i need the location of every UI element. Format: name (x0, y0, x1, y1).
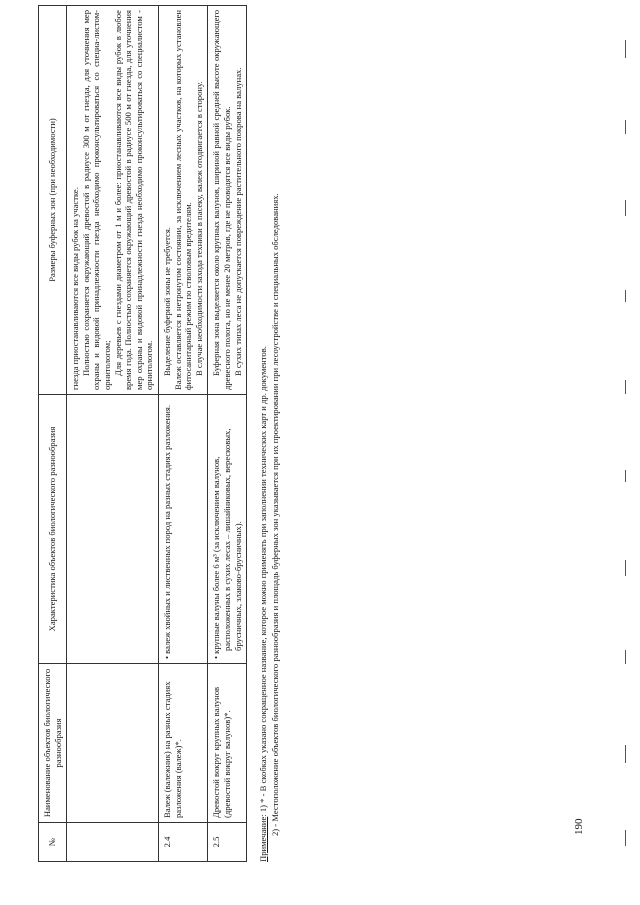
bullet-item: • крупные валуны более 6 м³ (за исключением валунов, расположенных в сухих лесах – лишайниковых, вересковых, брусничных, злаково-брусничных). (211, 428, 243, 659)
bullet-item: • валеж хвойных и лиственных пород на разных стадиях разложения. (161, 405, 172, 659)
scan-edge-mark (625, 40, 626, 58)
scan-edge-mark (625, 560, 626, 576)
header-characteristic: Характеристика объектов биологического разнообразия (39, 395, 67, 664)
cell-characteristic (67, 395, 159, 664)
cell-buffer (158, 6, 207, 395)
table-row (208, 6, 247, 862)
note-line-2: 2) - Местоположение объектов биологического разнообразия и площадь буферных зон указывается при их проектировании при лесоустройстве и специальных обследованиях. (270, 193, 281, 836)
scan-edge-mark (625, 470, 626, 482)
table-row (158, 6, 207, 862)
cell-characteristic (208, 395, 247, 664)
table-header-row (39, 6, 67, 862)
cell-num: 2.4 (158, 823, 207, 862)
cell-name: Валеж (валежник) на разных стадиях разложения (валеж)*. (158, 664, 207, 823)
buffer-paragraph: Полностью сохраняется окружающий древостой в радиусе 300 м от гнезда, для уточнения мер охраны и видовой принадлежности гнезда необходимо проконсультироваться со специа-листом-орнитологом; (80, 10, 112, 390)
buffer-paragraph: Валеж оставляется в нетронутом состоянии, за исключением лесных участков, на которых установлен фитосанитарный режим по стволовым вредителям. (172, 10, 194, 390)
cell-buffer (67, 6, 159, 395)
buffer-paragraph: В случае необходимости захода техники в пасеку, валеж отодвигается в сторону. (193, 81, 204, 376)
bullet-text: крупные валуны более 6 м³ (за исключением валунов, расположенных в сухих лесах – лишайниковых, вересковых, брусничных, злаково-брусничных). (211, 428, 243, 654)
table-notes (257, 42, 281, 862)
note-text-1: : 1) * - В скобках указано сокращенное название, которое можно применять при заполнении технических карт и др. документов. (258, 346, 269, 817)
cell-num: 2.5 (208, 823, 247, 862)
scan-edge-mark (625, 380, 626, 394)
buffer-paragraph: Буферная зона выделяется около крупных валунов, шириной равной средней высоте окружающего древесного полога, но не менее 20 метров, где не проводятся все виды рубок. (211, 10, 232, 390)
header-num: № (39, 823, 67, 862)
table-row (67, 6, 159, 862)
header-buffer: Размеры буферных зон (при необходимости) (39, 6, 67, 395)
buffer-paragraph: Для деревьев с гнездами диаметром от 1 м и более: приостанавливаются все виды рубок в любое время года. Полностью сохраняется окружающий древостой в радиусе 500 м от гнезда, для уточнения мер охраны и видовой принадлежности гнезда необходимо проконсультироваться со специалистом - орнитологом. (112, 10, 155, 390)
bullet-text: валеж хвойных и лиственных пород на разных стадиях разложения. (161, 405, 172, 654)
cell-buffer (208, 6, 247, 395)
note-line-1 (257, 42, 269, 862)
scan-edge-mark (625, 650, 626, 664)
scan-edge-mark (625, 200, 626, 216)
buffer-paragraph: гнезда приостанавливаются все виды рубок на участке. (70, 187, 81, 390)
biodiversity-table (38, 5, 247, 862)
cell-characteristic (158, 395, 207, 664)
scan-edge-mark (625, 745, 626, 763)
scan-edge-mark (625, 830, 626, 846)
scan-edge-mark (625, 120, 626, 134)
header-name: Наименование объектов биологического разнообразия (39, 664, 67, 823)
scan-edge-mark (625, 290, 626, 302)
buffer-paragraph: Выделение буферной зоны не требуется. (161, 227, 172, 376)
rotated-content (38, 10, 538, 862)
cell-name (67, 664, 159, 823)
cell-num (67, 823, 159, 862)
page-number: 190 (573, 818, 585, 835)
cell-name: Древостой вокруг крупных валунов (древостой вокруг валунов)*. (208, 664, 247, 823)
note-label: Примечание (258, 816, 269, 862)
buffer-paragraph: В сухих типах леса не допускается повреждение растительного покрова на валунах. (232, 67, 243, 376)
